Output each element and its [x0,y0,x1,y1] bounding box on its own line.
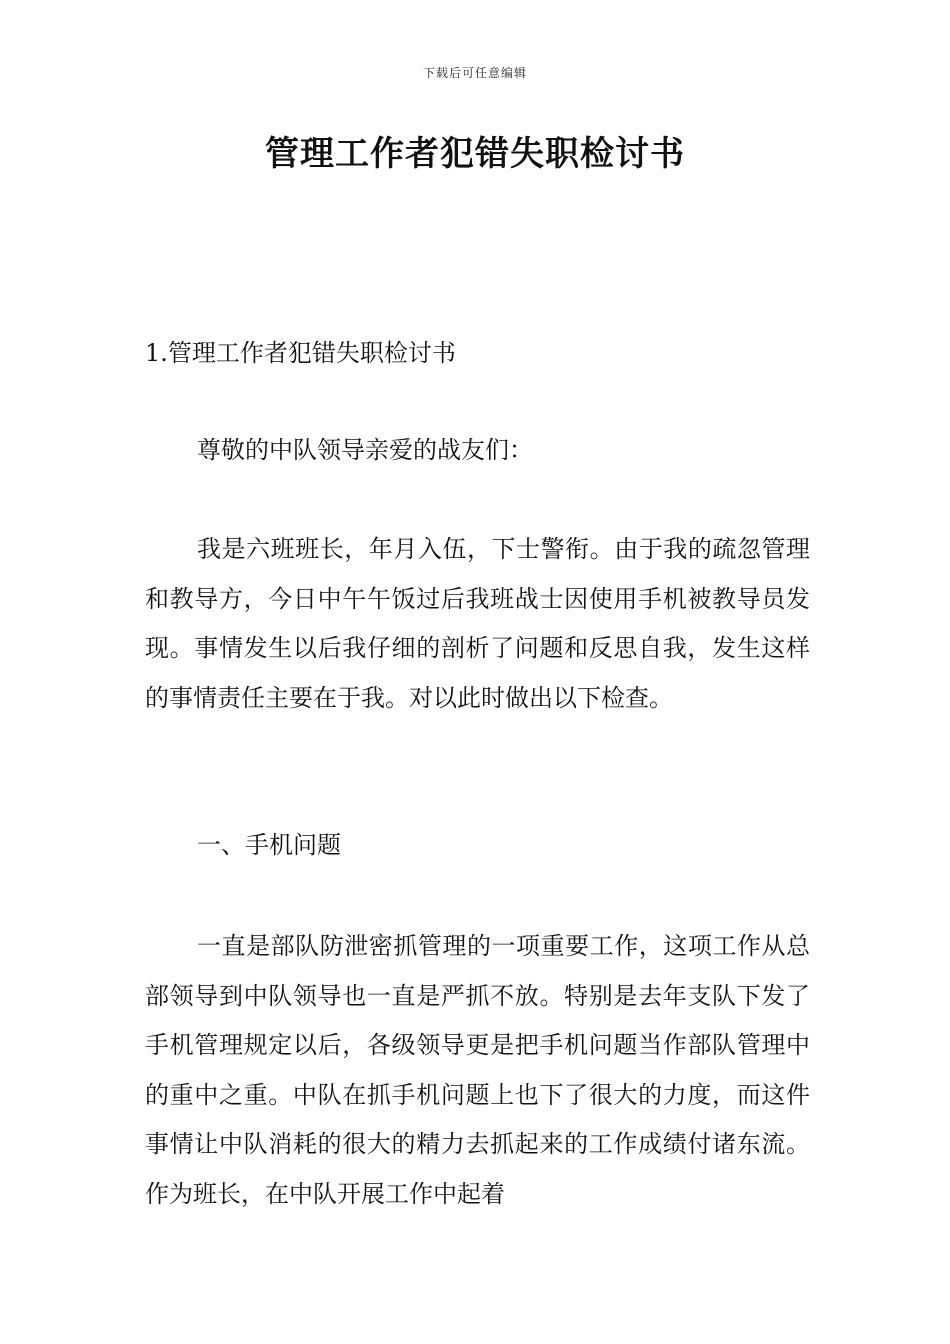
subheading-phone-issue: 一、手机问题 [197,831,341,859]
document-title: 管理工作者犯错失职检讨书 [265,134,685,174]
section-heading: 1.管理工作者犯错失职检讨书 [145,339,456,367]
greeting-paragraph: 尊敬的中队领导亲爱的战友们： [197,436,533,464]
body-paragraph-2: 一直是部队防泄密抓管理的一项重要工作，这项工作从总部领导到中队领导也一直是严抓不放。特别是去年支队下发了手机管理规定以后，各级领导更是把手机问题当作部队管理中的重中之重。中队在抓手机问题上也下了很大的力度，而这件事情让中队消耗的很大的精力去抓起来的工作成绩付诸东流。作为班长，在中队开展工作中起着 [145,932,810,1208]
header-note: 下载后可任意编辑 [422,66,527,80]
body-paragraph-1: 我是六班班长，年月入伍，下士警衔。由于我的疏忽管理和教导方，今日中午午饭过后我班战士因使用手机被教导员发现。事情发生以后我仔细的剖析了问题和反思自我，发生这样的事情责任主要在于我。对以此时做出以下检查。 [145,535,810,712]
